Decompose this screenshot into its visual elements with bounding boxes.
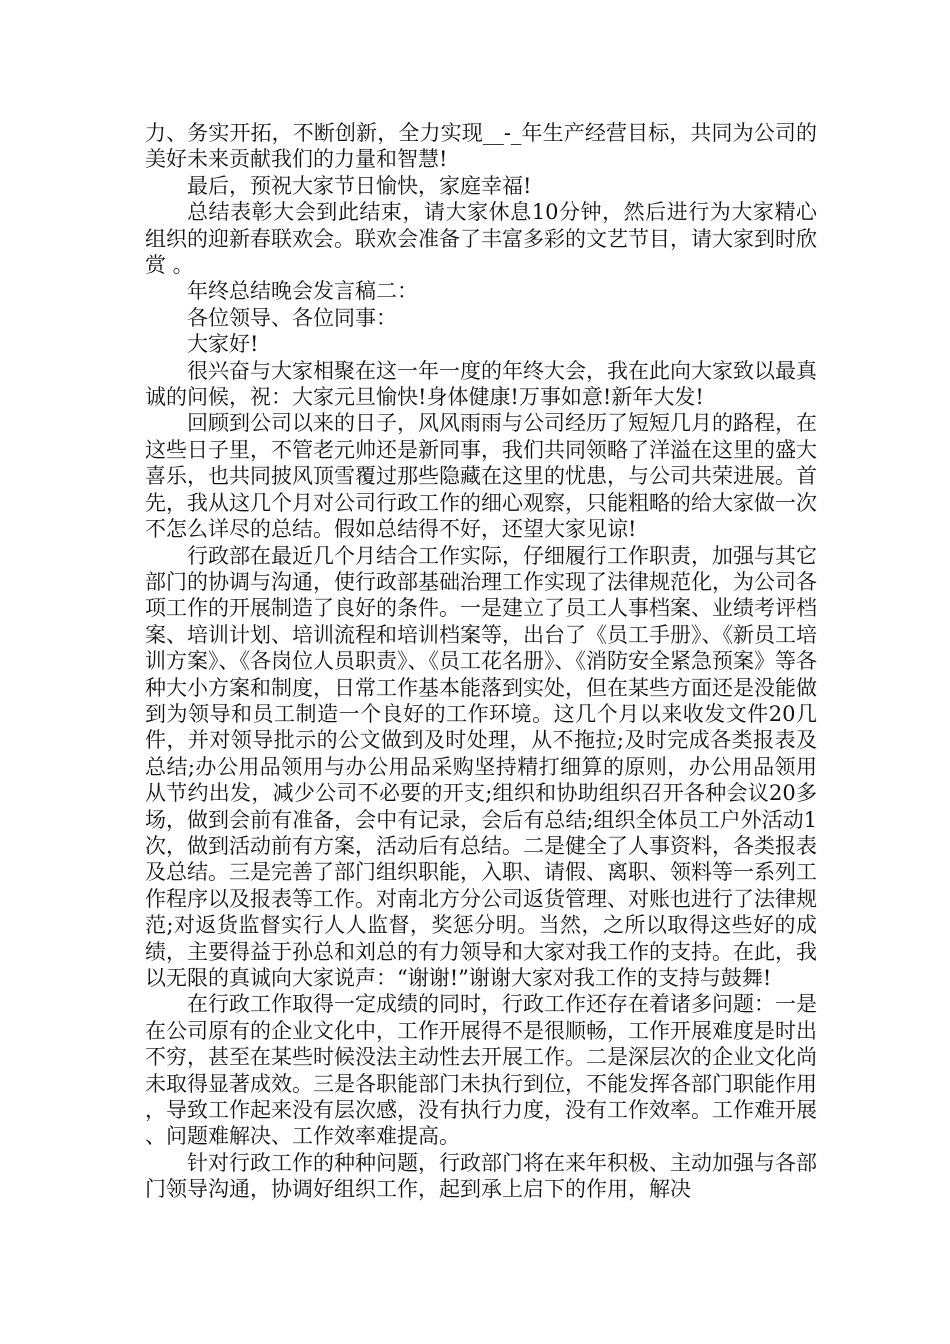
- paragraph: 力、务实开拓，不断创新，全力实现__-_年生产经营目标，共同为公司的美好未来贡献我们的力量和智慧!: [145, 121, 817, 172]
- paragraph: 在行政工作取得一定成绩的同时，行政工作还存在着诸多问题：一是在公司原有的企业文化中，工作开展得不是很顺畅，工作开展难度是时出不穷，甚至在某些时候没法主动性去开展工作。二是深层次的企业文化尚未取得显著成效。三是各职能部门未执行到位，不能发挥各部门职能作用，导致工作起来没有层次感，没有执行力度，没有工作效率。工作难开展、问题难解决、工作效率难提高。: [145, 992, 817, 1149]
- document-body: [145, 120, 817, 1203]
- paragraph: 回顾到公司以来的日子，风风雨雨与公司经历了短短几月的路程，在这些日子里，不管老元帅还是新同事，我们共同领略了洋溢在这里的盛大喜乐，也共同披风顶雪覆过那些隐藏在这里的忧患，与公司共荣进展。首先，我从这几个月对公司行政工作的细心观察，只能粗略的给大家做一次不怎么详尽的总结。假如总结得不好，还望大家见谅!: [145, 411, 817, 542]
- salutation: 各位领导、各位同事：: [187, 305, 397, 330]
- section-heading: 年终总结晚会发言稿二：: [187, 279, 418, 304]
- paragraph: 总结表彰大会到此结束，请大家休息10分钟，然后进行为大家精心组织的迎新春联欢会。联欢会准备了丰富多彩的文艺节目，请大家到时欣赏 。: [145, 200, 817, 278]
- paragraph: 针对行政工作的种种问题，行政部门将在来年积极、主动加强与各部门领导沟通，协调好组织工作，起到承上启下的作用，解决: [145, 1150, 817, 1202]
- greeting: 大家好!: [187, 332, 259, 357]
- paragraph: 行政部在最近几个月结合工作实际，仔细履行工作职责，加强与其它部门的协调与沟通，使行政部基础治理工作实现了法律规范化，为公司各项工作的开展制造了良好的条件。一是建立了员工人事档案、业绩考评档案、培训计划、培训流程和培训档案等，出台了《员工手册》、《新员工培训方案》、《各岗位人员职责》、《员工花名册》、《消防安全紧急预案》等各种大小方案和制度，日常工作基本能落到实处，但在某些方面还是没能做到为领导和员工制造一个良好的工作环境。这几个月以来收发文件20几件，并对领导批示的公文做到及时处理，从不拖拉;及时完成各类报表及总结;办公用品领用与办公用品采购坚持精打细算的原则，办公用品领用从节约出发，减少公司不必要的开支;组织和协助组织召开各种会议20多场，做到会前有准备，会中有记录，会后有总结;组织全体员工户外活动1次，做到活动前有方案，活动后有总结。二是健全了人事资料，各类报表及总结。三是完善了部门组织职能，入职、请假、离职、领料等一系列工作程序以及报表等工作。对南北方分公司返货管理、对账也进行了法律规范;对返货监督实行人人监督，奖惩分明。当然，之所以取得这些好的成绩，主要得益于孙总和刘总的有力领导和大家对我工作的支持。在此，我以无限的真诚向大家说声：“谢谢!”谢谢大家对我工作的支持与鼓舞!: [145, 543, 817, 990]
- paragraph: 很兴奋与大家相聚在这一年一度的年终大会，我在此向大家致以最真诚的问候，祝：大家元旦愉快!身体健康!万事如意!新年大发!: [145, 358, 817, 410]
- paragraph: 最后，预祝大家节日愉快，家庭幸福!: [187, 173, 532, 198]
